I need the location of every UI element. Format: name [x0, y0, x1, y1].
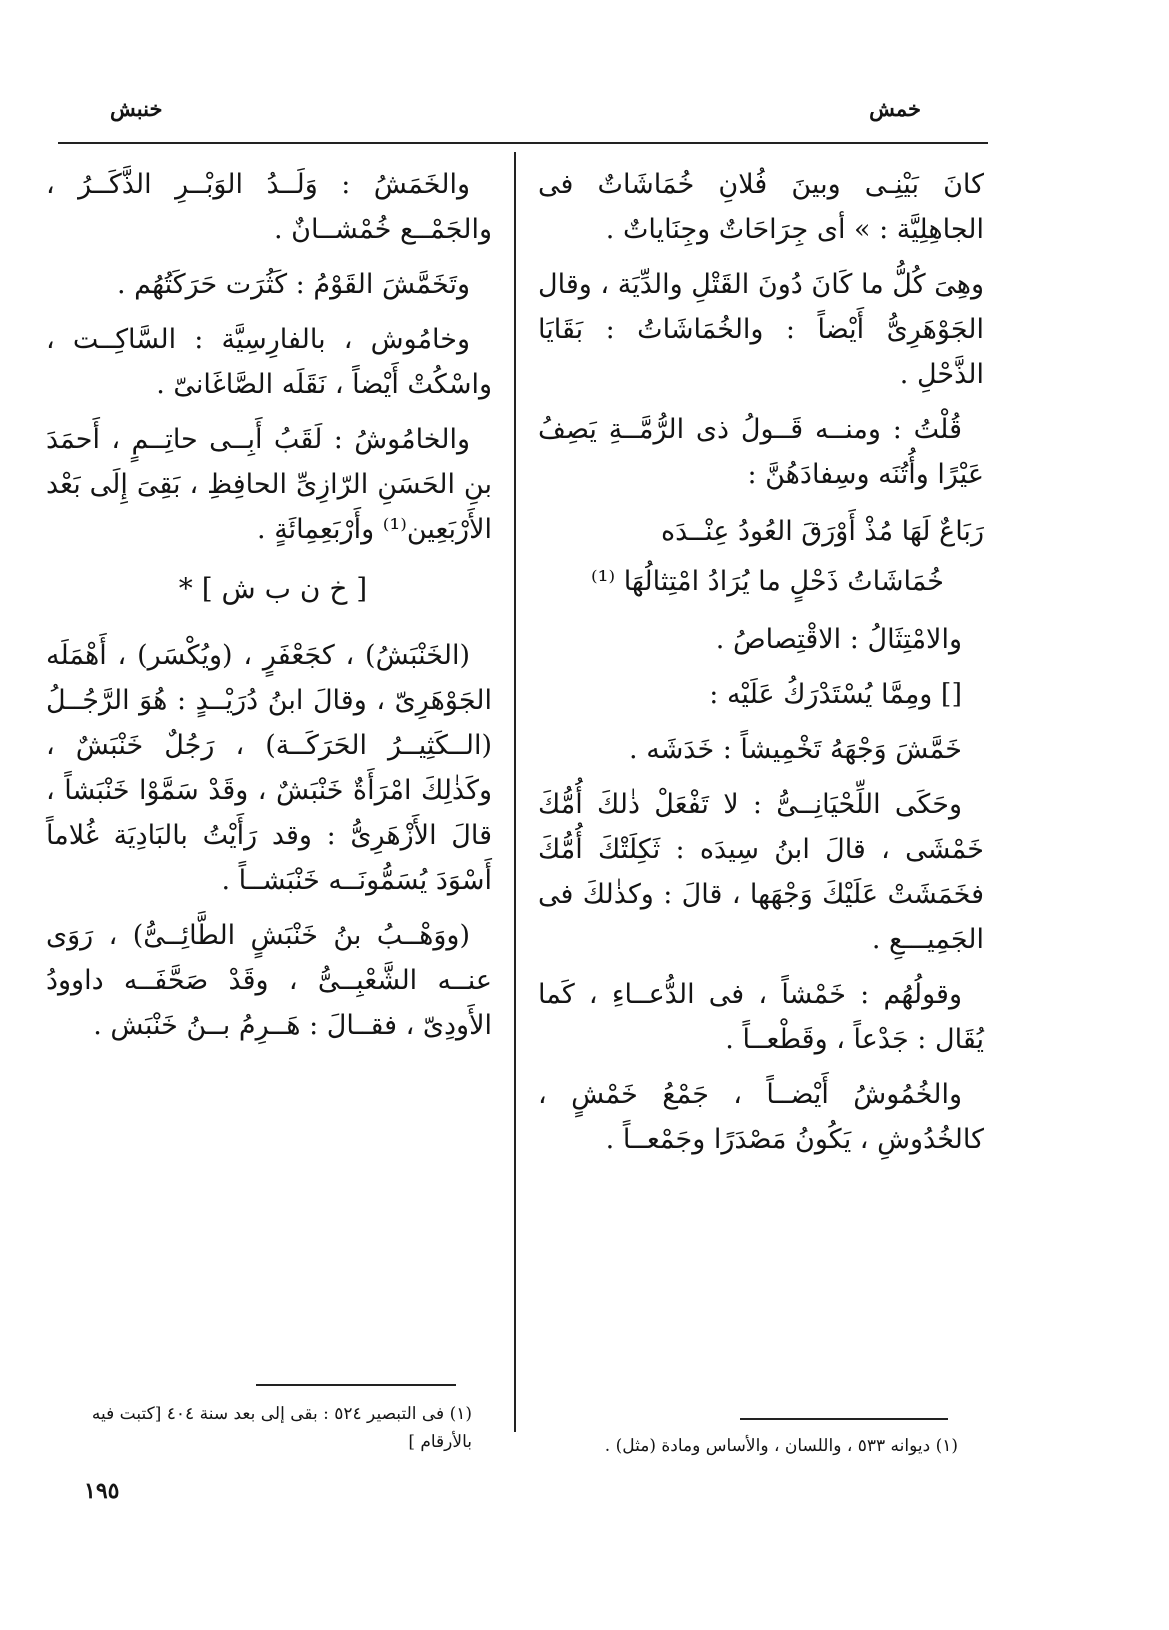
verse — [538, 507, 984, 607]
running-head-left: خنبش — [110, 96, 163, 121]
column-divider — [514, 152, 516, 1432]
paragraph: خَمَّشَ وَجْهَهُ تَخْمِيشاً : خَدَشَه . — [629, 734, 962, 765]
entry-heading-root: [ خ ن ب ش ] — [201, 572, 368, 605]
paragraph: وخامُوش ، بالفارِسِيَّة : السَّاكِــت ، واسْكُتْ أَيْضاً ، نَقَلَه الصَّاغَانىّ . — [46, 324, 492, 400]
paragraph: وحَكَى اللِّحْيَانِــىُّ : لا تَفْعَلْ ذٰلكَ أُمُّكَ خَمْشَى ، قالَ ابنُ سِيدَه : ثَكِلَتْكَ أُمُّكَ فخَمَشَتْ عَلَيْكَ وَجْهَها ، قالَ : وكذٰلكَ فى الجَمِيـــعِ . — [538, 789, 984, 955]
paragraph: وتَخَمَّشَ القَوْمُ : كَثُرَت حَرَكَتُهُم . — [117, 269, 470, 300]
verse-line-1: رَبَاعٌ لَهَا مُذْ أَوْرَقَ العُودُ عِنْــدَه — [661, 516, 984, 547]
paragraph: والامْتِثَالُ : الاقْتِصاصُ . — [715, 624, 962, 655]
paragraph: والخامُوشُ : لَقَبُ أَبِــى حاتِــمٍ ، أَحمَدَ بنِ الحَسَنِ الرّازِىِّ الحافِظِ ، بَقِىَ إِلَى بَعْد الأَرْبَعِين⁽¹⁾ وأَرْبَعِمِائَةٍ . — [46, 424, 492, 545]
entry-heading — [46, 566, 492, 611]
entry-star-mark: * — [178, 572, 193, 605]
footnote-right: (١) ديوانه ٥٣٣ ، واللسان ، والأساس ومادة (مثل) . — [604, 1436, 958, 1456]
paragraph: وقولُهُم : خَمْشاً ، فى الدُّعــاءِ ، كَما يُقَال : جَدْعاً ، وقَطْعــاً . — [538, 979, 984, 1055]
paragraph: والخُمُوشُ أَيْضــاً ، جَمْعُ خَمْشٍ ، كالخُدُوشِ ، يَكُونُ مَصْدَرًا وجَمْعــاً . — [538, 1079, 984, 1155]
paragraph: (ووَهْــبُ بنُ خَنْبَشٍ الطَّائِــىُّ) ، رَوَى عنــه الشَّعْبِــىُّ ، وقَدْ صَحَّفَــه داوودُ الأَودِىّ ، فقــالَ : هَــرِمُ بــنُ خَنْبَش . — [46, 920, 492, 1041]
verse-line-2: خُمَاشَاتُ ذَحْلٍ ما يُرَادُ امْتِثالُهَا ⁽¹⁾ — [591, 566, 944, 597]
paragraph: (الخَنْبَشُ) ، كجَعْفَرٍ ، (ويُكْسَر) ، أَهْمَلَه الجَوْهَرِىّ ، وقالَ ابنُ دُرَيْــدٍ : هُوَ الرَّجُــلُ (الــكَثِيــرُ الحَرَكَــة) ، رَجُلٌ خَنْبَشٌ ، وكَذٰلِكَ امْرَأَةٌ خَنْبَشٌ ، وقَدْ سَمَّوْا خَنْبَشاً ، قالَ الأَزْهَرِىُّ : وقد رَأَيْتُ بالبَادِيَة غُلاماً أَسْوَدَ يُسَمُّونَــه خَنْبَشــاً . — [46, 640, 492, 896]
paragraph: وهِىَ كُلُّ ما كَانَ دُونَ القَتْلِ والدِّيَة ، وقال الجَوْهَرِىُّ أَيْضاً : والخُمَاشَاتُ : بَقَايَا الذَّحْلِ . — [538, 269, 984, 390]
paragraph: قُلْتُ : ومنــه قَــولُ ذى الرُّمَّــةِ يَصِفُ عَيْرًا وأُتُنَه وسِفادَهُنَّ : — [538, 414, 984, 490]
footnote-left: (١) فى التبصير ٥٢٤ : بقى إلى بعد سنة ٤٠٤ [كتبت فيه بالأرقام ] — [91, 1404, 472, 1452]
footnote-rule-right — [740, 1418, 948, 1420]
paragraph: كانَ بَيْنِـى وبينَ فُلانِ خُمَاشَاتٌ فى الجاهِلِيَّة : » أى جِرَاحَاتٌ وجِنَاياتٌ . — [538, 169, 984, 245]
header-rule — [58, 142, 988, 144]
running-head-right: خمش — [869, 96, 921, 121]
page-number: ١٩٥ — [84, 1478, 120, 1504]
paragraph: [] ومِمَّا يُسْتَدْرَكُ عَلَيْه : — [709, 679, 962, 710]
footnote-rule-left — [256, 1384, 456, 1386]
right-column — [538, 162, 984, 1172]
paragraph: والخَمَشُ : وَلَــدُ الوَبْــرِ الذَّكَــرُ ، والجَمْــع خُمْشــانٌ . — [46, 169, 492, 245]
left-column — [46, 162, 492, 1058]
